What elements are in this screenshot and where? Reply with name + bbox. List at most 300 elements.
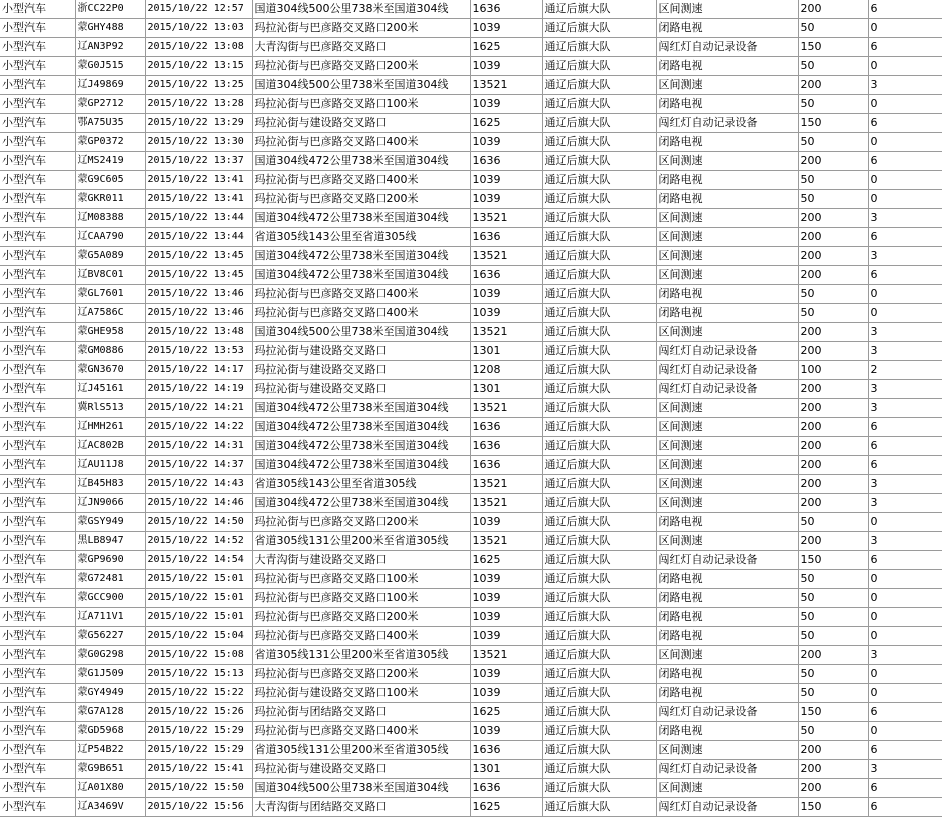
location-cell[interactable]: 玛拉沁街与建设路交叉路口 — [252, 380, 470, 399]
department-cell[interactable]: 通辽后旗大队 — [542, 380, 656, 399]
vehicle-type-cell[interactable]: 小型汽车 — [0, 190, 75, 209]
department-cell[interactable]: 通辽后旗大队 — [542, 266, 656, 285]
department-cell[interactable]: 通辽后旗大队 — [542, 722, 656, 741]
vehicle-type-cell[interactable]: 小型汽车 — [0, 76, 75, 95]
department-cell[interactable]: 通辽后旗大队 — [542, 532, 656, 551]
violation-code-cell[interactable]: 1039 — [470, 570, 542, 589]
location-cell[interactable]: 国道304线500公里738米至国道304线 — [252, 0, 470, 19]
location-cell[interactable]: 玛拉沁街与巴彦路交叉路口200米 — [252, 665, 470, 684]
datetime-cell[interactable]: 2015/10/22 13:44 — [145, 209, 252, 228]
vehicle-type-cell[interactable]: 小型汽车 — [0, 437, 75, 456]
department-cell[interactable]: 通辽后旗大队 — [542, 95, 656, 114]
location-cell[interactable]: 玛拉沁街与巴彦路交叉路口100米 — [252, 95, 470, 114]
location-cell[interactable]: 玛拉沁街与建设路交叉路口 — [252, 361, 470, 380]
violation-code-cell[interactable]: 1039 — [470, 304, 542, 323]
department-cell[interactable]: 通辽后旗大队 — [542, 551, 656, 570]
department-cell[interactable]: 通辽后旗大队 — [542, 304, 656, 323]
datetime-cell[interactable]: 2015/10/22 14:54 — [145, 551, 252, 570]
location-cell[interactable]: 国道304线472公里738米至国道304线 — [252, 152, 470, 171]
location-cell[interactable]: 玛拉沁街与巴彦路交叉路口400米 — [252, 627, 470, 646]
capture-device-cell[interactable]: 闭路电视 — [656, 589, 798, 608]
department-cell[interactable]: 通辽后旗大队 — [542, 399, 656, 418]
plate-number-cell[interactable]: 辽B45H83 — [75, 475, 145, 494]
vehicle-type-cell[interactable]: 小型汽车 — [0, 19, 75, 38]
location-cell[interactable]: 国道304线500公里738米至国道304线 — [252, 76, 470, 95]
vehicle-type-cell[interactable]: 小型汽车 — [0, 646, 75, 665]
plate-number-cell[interactable]: 蒙G72481 — [75, 570, 145, 589]
datetime-cell[interactable]: 2015/10/22 14:31 — [145, 437, 252, 456]
violation-code-cell[interactable]: 13521 — [470, 209, 542, 228]
penalty-points-cell[interactable]: 6 — [868, 228, 942, 247]
capture-device-cell[interactable]: 区间测速 — [656, 437, 798, 456]
location-cell[interactable]: 玛拉沁街与巴彦路交叉路口200米 — [252, 190, 470, 209]
vehicle-type-cell[interactable]: 小型汽车 — [0, 380, 75, 399]
violation-code-cell[interactable]: 13521 — [470, 494, 542, 513]
penalty-points-cell[interactable]: 0 — [868, 665, 942, 684]
vehicle-type-cell[interactable]: 小型汽车 — [0, 323, 75, 342]
department-cell[interactable]: 通辽后旗大队 — [542, 779, 656, 798]
violation-code-cell[interactable]: 1625 — [470, 38, 542, 57]
penalty-points-cell[interactable]: 0 — [868, 133, 942, 152]
capture-device-cell[interactable]: 区间测速 — [656, 741, 798, 760]
violation-code-cell[interactable]: 1301 — [470, 380, 542, 399]
vehicle-type-cell[interactable]: 小型汽车 — [0, 722, 75, 741]
plate-number-cell[interactable]: 辽M08388 — [75, 209, 145, 228]
penalty-points-cell[interactable]: 3 — [868, 380, 942, 399]
penalty-points-cell[interactable]: 3 — [868, 342, 942, 361]
penalty-points-cell[interactable]: 6 — [868, 703, 942, 722]
vehicle-type-cell[interactable]: 小型汽车 — [0, 57, 75, 76]
fine-amount-cell[interactable]: 200 — [798, 437, 868, 456]
datetime-cell[interactable]: 2015/10/22 15:41 — [145, 760, 252, 779]
vehicle-type-cell[interactable]: 小型汽车 — [0, 494, 75, 513]
datetime-cell[interactable]: 2015/10/22 15:08 — [145, 646, 252, 665]
datetime-cell[interactable]: 2015/10/22 15:29 — [145, 722, 252, 741]
plate-number-cell[interactable]: 蒙G5A089 — [75, 247, 145, 266]
fine-amount-cell[interactable]: 50 — [798, 608, 868, 627]
department-cell[interactable]: 通辽后旗大队 — [542, 133, 656, 152]
plate-number-cell[interactable]: 冀RlS513 — [75, 399, 145, 418]
violation-code-cell[interactable]: 13521 — [470, 247, 542, 266]
violation-code-cell[interactable]: 1636 — [470, 456, 542, 475]
capture-device-cell[interactable]: 闭路电视 — [656, 133, 798, 152]
violation-code-cell[interactable]: 1636 — [470, 228, 542, 247]
vehicle-type-cell[interactable]: 小型汽车 — [0, 570, 75, 589]
datetime-cell[interactable]: 2015/10/22 15:01 — [145, 589, 252, 608]
capture-device-cell[interactable]: 闭路电视 — [656, 570, 798, 589]
capture-device-cell[interactable]: 闯红灯自动记录设备 — [656, 361, 798, 380]
location-cell[interactable]: 玛拉沁街与巴彦路交叉路口400米 — [252, 171, 470, 190]
penalty-points-cell[interactable]: 6 — [868, 456, 942, 475]
plate-number-cell[interactable]: 蒙GP2712 — [75, 95, 145, 114]
capture-device-cell[interactable]: 闯红灯自动记录设备 — [656, 760, 798, 779]
vehicle-type-cell[interactable]: 小型汽车 — [0, 95, 75, 114]
datetime-cell[interactable]: 2015/10/22 13:15 — [145, 57, 252, 76]
location-cell[interactable]: 省道305线143公里至省道305线 — [252, 228, 470, 247]
datetime-cell[interactable]: 2015/10/22 13:25 — [145, 76, 252, 95]
capture-device-cell[interactable]: 区间测速 — [656, 152, 798, 171]
plate-number-cell[interactable]: 蒙G7A128 — [75, 703, 145, 722]
vehicle-type-cell[interactable]: 小型汽车 — [0, 741, 75, 760]
capture-device-cell[interactable]: 闯红灯自动记录设备 — [656, 114, 798, 133]
penalty-points-cell[interactable]: 0 — [868, 513, 942, 532]
penalty-points-cell[interactable]: 0 — [868, 57, 942, 76]
plate-number-cell[interactable]: 辽AC802B — [75, 437, 145, 456]
fine-amount-cell[interactable]: 200 — [798, 741, 868, 760]
location-cell[interactable]: 国道304线472公里738米至国道304线 — [252, 437, 470, 456]
penalty-points-cell[interactable]: 0 — [868, 304, 942, 323]
datetime-cell[interactable]: 2015/10/22 13:37 — [145, 152, 252, 171]
violation-code-cell[interactable]: 1208 — [470, 361, 542, 380]
location-cell[interactable]: 国道304线472公里738米至国道304线 — [252, 266, 470, 285]
violation-code-cell[interactable]: 1039 — [470, 133, 542, 152]
location-cell[interactable]: 玛拉沁街与巴彦路交叉路口400米 — [252, 722, 470, 741]
plate-number-cell[interactable]: 辽MS2419 — [75, 152, 145, 171]
fine-amount-cell[interactable]: 50 — [798, 589, 868, 608]
datetime-cell[interactable]: 2015/10/22 13:41 — [145, 190, 252, 209]
vehicle-type-cell[interactable]: 小型汽车 — [0, 665, 75, 684]
department-cell[interactable]: 通辽后旗大队 — [542, 228, 656, 247]
capture-device-cell[interactable]: 闯红灯自动记录设备 — [656, 551, 798, 570]
penalty-points-cell[interactable]: 3 — [868, 76, 942, 95]
fine-amount-cell[interactable]: 50 — [798, 57, 868, 76]
plate-number-cell[interactable]: 辽J45161 — [75, 380, 145, 399]
capture-device-cell[interactable]: 区间测速 — [656, 779, 798, 798]
datetime-cell[interactable]: 2015/10/22 14:46 — [145, 494, 252, 513]
plate-number-cell[interactable]: 辽A01X80 — [75, 779, 145, 798]
vehicle-type-cell[interactable]: 小型汽车 — [0, 608, 75, 627]
vehicle-type-cell[interactable]: 小型汽车 — [0, 114, 75, 133]
fine-amount-cell[interactable]: 50 — [798, 665, 868, 684]
department-cell[interactable]: 通辽后旗大队 — [542, 171, 656, 190]
location-cell[interactable]: 省道305线143公里至省道305线 — [252, 475, 470, 494]
penalty-points-cell[interactable]: 3 — [868, 494, 942, 513]
fine-amount-cell[interactable]: 150 — [798, 798, 868, 817]
plate-number-cell[interactable]: 蒙GN3670 — [75, 361, 145, 380]
fine-amount-cell[interactable]: 50 — [798, 19, 868, 38]
penalty-points-cell[interactable]: 0 — [868, 190, 942, 209]
penalty-points-cell[interactable]: 0 — [868, 684, 942, 703]
penalty-points-cell[interactable]: 0 — [868, 570, 942, 589]
violation-code-cell[interactable]: 1039 — [470, 19, 542, 38]
plate-number-cell[interactable]: 蒙GSY949 — [75, 513, 145, 532]
capture-device-cell[interactable]: 区间测速 — [656, 247, 798, 266]
location-cell[interactable]: 玛拉沁街与巴彦路交叉路口200米 — [252, 19, 470, 38]
datetime-cell[interactable]: 2015/10/22 13:45 — [145, 247, 252, 266]
penalty-points-cell[interactable]: 3 — [868, 209, 942, 228]
capture-device-cell[interactable]: 闯红灯自动记录设备 — [656, 380, 798, 399]
location-cell[interactable]: 大青沟街与建设路交叉路口 — [252, 551, 470, 570]
department-cell[interactable]: 通辽后旗大队 — [542, 209, 656, 228]
plate-number-cell[interactable]: 辽A711V1 — [75, 608, 145, 627]
location-cell[interactable]: 国道304线500公里738米至国道304线 — [252, 323, 470, 342]
violation-code-cell[interactable]: 1039 — [470, 513, 542, 532]
vehicle-type-cell[interactable]: 小型汽车 — [0, 342, 75, 361]
penalty-points-cell[interactable]: 6 — [868, 38, 942, 57]
location-cell[interactable]: 国道304线472公里738米至国道304线 — [252, 456, 470, 475]
plate-number-cell[interactable]: 辽CAA790 — [75, 228, 145, 247]
department-cell[interactable]: 通辽后旗大队 — [542, 760, 656, 779]
violation-code-cell[interactable]: 1039 — [470, 665, 542, 684]
violation-code-cell[interactable]: 1039 — [470, 95, 542, 114]
fine-amount-cell[interactable]: 200 — [798, 456, 868, 475]
violation-code-cell[interactable]: 13521 — [470, 532, 542, 551]
department-cell[interactable]: 通辽后旗大队 — [542, 494, 656, 513]
vehicle-type-cell[interactable]: 小型汽车 — [0, 228, 75, 247]
vehicle-type-cell[interactable]: 小型汽车 — [0, 399, 75, 418]
violation-code-cell[interactable]: 13521 — [470, 323, 542, 342]
violation-code-cell[interactable]: 1039 — [470, 608, 542, 627]
department-cell[interactable]: 通辽后旗大队 — [542, 798, 656, 817]
violation-code-cell[interactable]: 1039 — [470, 722, 542, 741]
plate-number-cell[interactable]: 辽BV8C01 — [75, 266, 145, 285]
fine-amount-cell[interactable]: 50 — [798, 190, 868, 209]
department-cell[interactable]: 通辽后旗大队 — [542, 152, 656, 171]
vehicle-type-cell[interactable]: 小型汽车 — [0, 589, 75, 608]
location-cell[interactable]: 玛拉沁街与团结路交叉路口 — [252, 703, 470, 722]
capture-device-cell[interactable]: 闭路电视 — [656, 19, 798, 38]
penalty-points-cell[interactable]: 2 — [868, 361, 942, 380]
fine-amount-cell[interactable]: 50 — [798, 513, 868, 532]
violation-code-cell[interactable]: 1039 — [470, 171, 542, 190]
datetime-cell[interactable]: 2015/10/22 13:46 — [145, 304, 252, 323]
fine-amount-cell[interactable]: 200 — [798, 646, 868, 665]
datetime-cell[interactable]: 2015/10/22 14:19 — [145, 380, 252, 399]
plate-number-cell[interactable]: 蒙G1J509 — [75, 665, 145, 684]
location-cell[interactable]: 省道305线131公里200米至省道305线 — [252, 646, 470, 665]
violation-code-cell[interactable]: 1625 — [470, 551, 542, 570]
datetime-cell[interactable]: 2015/10/22 15:29 — [145, 741, 252, 760]
plate-number-cell[interactable]: 辽J49869 — [75, 76, 145, 95]
plate-number-cell[interactable]: 辽AN3P92 — [75, 38, 145, 57]
department-cell[interactable]: 通辽后旗大队 — [542, 190, 656, 209]
capture-device-cell[interactable]: 区间测速 — [656, 475, 798, 494]
penalty-points-cell[interactable]: 3 — [868, 760, 942, 779]
penalty-points-cell[interactable]: 3 — [868, 646, 942, 665]
datetime-cell[interactable]: 2015/10/22 14:50 — [145, 513, 252, 532]
fine-amount-cell[interactable]: 200 — [798, 228, 868, 247]
capture-device-cell[interactable]: 闯红灯自动记录设备 — [656, 38, 798, 57]
capture-device-cell[interactable]: 区间测速 — [656, 266, 798, 285]
plate-number-cell[interactable]: 蒙GY4949 — [75, 684, 145, 703]
department-cell[interactable]: 通辽后旗大队 — [542, 627, 656, 646]
vehicle-type-cell[interactable]: 小型汽车 — [0, 38, 75, 57]
capture-device-cell[interactable]: 区间测速 — [656, 209, 798, 228]
datetime-cell[interactable]: 2015/10/22 13:30 — [145, 133, 252, 152]
fine-amount-cell[interactable]: 150 — [798, 114, 868, 133]
vehicle-type-cell[interactable]: 小型汽车 — [0, 0, 75, 19]
location-cell[interactable]: 玛拉沁街与巴彦路交叉路口200米 — [252, 513, 470, 532]
datetime-cell[interactable]: 2015/10/22 15:01 — [145, 570, 252, 589]
datetime-cell[interactable]: 2015/10/22 12:57 — [145, 0, 252, 19]
violation-code-cell[interactable]: 1636 — [470, 437, 542, 456]
capture-device-cell[interactable]: 闭路电视 — [656, 665, 798, 684]
plate-number-cell[interactable]: 辽P54B22 — [75, 741, 145, 760]
vehicle-type-cell[interactable]: 小型汽车 — [0, 513, 75, 532]
plate-number-cell[interactable]: 蒙G9C605 — [75, 171, 145, 190]
department-cell[interactable]: 通辽后旗大队 — [542, 114, 656, 133]
location-cell[interactable]: 国道304线472公里738米至国道304线 — [252, 418, 470, 437]
violation-code-cell[interactable]: 13521 — [470, 475, 542, 494]
penalty-points-cell[interactable]: 6 — [868, 266, 942, 285]
capture-device-cell[interactable]: 闭路电视 — [656, 627, 798, 646]
vehicle-type-cell[interactable]: 小型汽车 — [0, 684, 75, 703]
department-cell[interactable]: 通辽后旗大队 — [542, 513, 656, 532]
location-cell[interactable]: 大青沟街与巴彦路交叉路口 — [252, 38, 470, 57]
vehicle-type-cell[interactable]: 小型汽车 — [0, 703, 75, 722]
vehicle-type-cell[interactable]: 小型汽车 — [0, 551, 75, 570]
capture-device-cell[interactable]: 闯红灯自动记录设备 — [656, 342, 798, 361]
department-cell[interactable]: 通辽后旗大队 — [542, 76, 656, 95]
department-cell[interactable]: 通辽后旗大队 — [542, 456, 656, 475]
plate-number-cell[interactable]: 辽JN9066 — [75, 494, 145, 513]
department-cell[interactable]: 通辽后旗大队 — [542, 608, 656, 627]
penalty-points-cell[interactable]: 3 — [868, 532, 942, 551]
department-cell[interactable]: 通辽后旗大队 — [542, 684, 656, 703]
fine-amount-cell[interactable]: 200 — [798, 209, 868, 228]
vehicle-type-cell[interactable]: 小型汽车 — [0, 475, 75, 494]
datetime-cell[interactable]: 2015/10/22 13:48 — [145, 323, 252, 342]
fine-amount-cell[interactable]: 200 — [798, 380, 868, 399]
fine-amount-cell[interactable]: 50 — [798, 285, 868, 304]
capture-device-cell[interactable]: 区间测速 — [656, 76, 798, 95]
fine-amount-cell[interactable]: 50 — [798, 95, 868, 114]
department-cell[interactable]: 通辽后旗大队 — [542, 741, 656, 760]
department-cell[interactable]: 通辽后旗大队 — [542, 418, 656, 437]
capture-device-cell[interactable]: 闯红灯自动记录设备 — [656, 703, 798, 722]
penalty-points-cell[interactable]: 0 — [868, 627, 942, 646]
fine-amount-cell[interactable]: 200 — [798, 323, 868, 342]
vehicle-type-cell[interactable]: 小型汽车 — [0, 798, 75, 817]
violation-code-cell[interactable]: 1301 — [470, 342, 542, 361]
fine-amount-cell[interactable]: 200 — [798, 247, 868, 266]
vehicle-type-cell[interactable]: 小型汽车 — [0, 247, 75, 266]
datetime-cell[interactable]: 2015/10/22 13:53 — [145, 342, 252, 361]
fine-amount-cell[interactable]: 100 — [798, 361, 868, 380]
penalty-points-cell[interactable]: 3 — [868, 247, 942, 266]
violation-code-cell[interactable]: 13521 — [470, 646, 542, 665]
department-cell[interactable]: 通辽后旗大队 — [542, 323, 656, 342]
department-cell[interactable]: 通辽后旗大队 — [542, 19, 656, 38]
department-cell[interactable]: 通辽后旗大队 — [542, 589, 656, 608]
location-cell[interactable]: 国道304线472公里738米至国道304线 — [252, 494, 470, 513]
plate-number-cell[interactable]: 蒙G56227 — [75, 627, 145, 646]
fine-amount-cell[interactable]: 200 — [798, 152, 868, 171]
fine-amount-cell[interactable]: 200 — [798, 399, 868, 418]
datetime-cell[interactable]: 2015/10/22 15:01 — [145, 608, 252, 627]
vehicle-type-cell[interactable]: 小型汽车 — [0, 171, 75, 190]
penalty-points-cell[interactable]: 0 — [868, 722, 942, 741]
penalty-points-cell[interactable]: 6 — [868, 437, 942, 456]
violation-code-cell[interactable]: 1039 — [470, 684, 542, 703]
capture-device-cell[interactable]: 闭路电视 — [656, 684, 798, 703]
fine-amount-cell[interactable]: 50 — [798, 627, 868, 646]
violation-code-cell[interactable]: 13521 — [470, 399, 542, 418]
violation-code-cell[interactable]: 1301 — [470, 760, 542, 779]
plate-number-cell[interactable]: 蒙GP0372 — [75, 133, 145, 152]
penalty-points-cell[interactable]: 6 — [868, 741, 942, 760]
fine-amount-cell[interactable]: 50 — [798, 722, 868, 741]
violation-code-cell[interactable]: 1636 — [470, 418, 542, 437]
vehicle-type-cell[interactable]: 小型汽车 — [0, 285, 75, 304]
department-cell[interactable]: 通辽后旗大队 — [542, 0, 656, 19]
violation-code-cell[interactable]: 1039 — [470, 285, 542, 304]
vehicle-type-cell[interactable]: 小型汽车 — [0, 627, 75, 646]
fine-amount-cell[interactable]: 200 — [798, 532, 868, 551]
department-cell[interactable]: 通辽后旗大队 — [542, 247, 656, 266]
capture-device-cell[interactable]: 区间测速 — [656, 323, 798, 342]
plate-number-cell[interactable]: 辽HMH261 — [75, 418, 145, 437]
plate-number-cell[interactable]: 蒙GCC900 — [75, 589, 145, 608]
datetime-cell[interactable]: 2015/10/22 13:44 — [145, 228, 252, 247]
location-cell[interactable]: 省道305线131公里200米至省道305线 — [252, 741, 470, 760]
capture-device-cell[interactable]: 区间测速 — [656, 228, 798, 247]
fine-amount-cell[interactable]: 200 — [798, 0, 868, 19]
datetime-cell[interactable]: 2015/10/22 13:28 — [145, 95, 252, 114]
department-cell[interactable]: 通辽后旗大队 — [542, 57, 656, 76]
violation-code-cell[interactable]: 1039 — [470, 627, 542, 646]
violation-code-cell[interactable]: 1636 — [470, 0, 542, 19]
plate-number-cell[interactable]: 蒙G0J515 — [75, 57, 145, 76]
violation-code-cell[interactable]: 1636 — [470, 266, 542, 285]
datetime-cell[interactable]: 2015/10/22 13:03 — [145, 19, 252, 38]
vehicle-type-cell[interactable]: 小型汽车 — [0, 456, 75, 475]
violation-code-cell[interactable]: 13521 — [470, 76, 542, 95]
datetime-cell[interactable]: 2015/10/22 14:52 — [145, 532, 252, 551]
fine-amount-cell[interactable]: 200 — [798, 779, 868, 798]
datetime-cell[interactable]: 2015/10/22 15:56 — [145, 798, 252, 817]
fine-amount-cell[interactable]: 150 — [798, 703, 868, 722]
violation-code-cell[interactable]: 1039 — [470, 190, 542, 209]
capture-device-cell[interactable]: 闭路电视 — [656, 190, 798, 209]
department-cell[interactable]: 通辽后旗大队 — [542, 38, 656, 57]
location-cell[interactable]: 玛拉沁街与巴彦路交叉路口400米 — [252, 133, 470, 152]
penalty-points-cell[interactable]: 0 — [868, 95, 942, 114]
capture-device-cell[interactable]: 闭路电视 — [656, 608, 798, 627]
capture-device-cell[interactable]: 区间测速 — [656, 399, 798, 418]
fine-amount-cell[interactable]: 200 — [798, 418, 868, 437]
location-cell[interactable]: 省道305线131公里200米至省道305线 — [252, 532, 470, 551]
location-cell[interactable]: 玛拉沁街与巴彦路交叉路口200米 — [252, 57, 470, 76]
capture-device-cell[interactable]: 区间测速 — [656, 0, 798, 19]
fine-amount-cell[interactable]: 50 — [798, 684, 868, 703]
location-cell[interactable]: 国道304线472公里738米至国道304线 — [252, 399, 470, 418]
capture-device-cell[interactable]: 闯红灯自动记录设备 — [656, 798, 798, 817]
location-cell[interactable]: 国道304线500公里738米至国道304线 — [252, 779, 470, 798]
fine-amount-cell[interactable]: 200 — [798, 475, 868, 494]
penalty-points-cell[interactable]: 6 — [868, 114, 942, 133]
department-cell[interactable]: 通辽后旗大队 — [542, 570, 656, 589]
fine-amount-cell[interactable]: 200 — [798, 760, 868, 779]
capture-device-cell[interactable]: 区间测速 — [656, 532, 798, 551]
datetime-cell[interactable]: 2015/10/22 15:22 — [145, 684, 252, 703]
capture-device-cell[interactable]: 区间测速 — [656, 456, 798, 475]
datetime-cell[interactable]: 2015/10/22 14:22 — [145, 418, 252, 437]
penalty-points-cell[interactable]: 6 — [868, 152, 942, 171]
plate-number-cell[interactable]: 鄂A75U35 — [75, 114, 145, 133]
location-cell[interactable]: 玛拉沁街与建设路交叉路口 — [252, 342, 470, 361]
penalty-points-cell[interactable]: 6 — [868, 798, 942, 817]
vehicle-type-cell[interactable]: 小型汽车 — [0, 209, 75, 228]
penalty-points-cell[interactable]: 3 — [868, 399, 942, 418]
vehicle-type-cell[interactable]: 小型汽车 — [0, 760, 75, 779]
capture-device-cell[interactable]: 闭路电视 — [656, 95, 798, 114]
fine-amount-cell[interactable]: 50 — [798, 171, 868, 190]
violation-code-cell[interactable]: 1636 — [470, 741, 542, 760]
datetime-cell[interactable]: 2015/10/22 13:29 — [145, 114, 252, 133]
vehicle-type-cell[interactable]: 小型汽车 — [0, 304, 75, 323]
vehicle-type-cell[interactable]: 小型汽车 — [0, 532, 75, 551]
